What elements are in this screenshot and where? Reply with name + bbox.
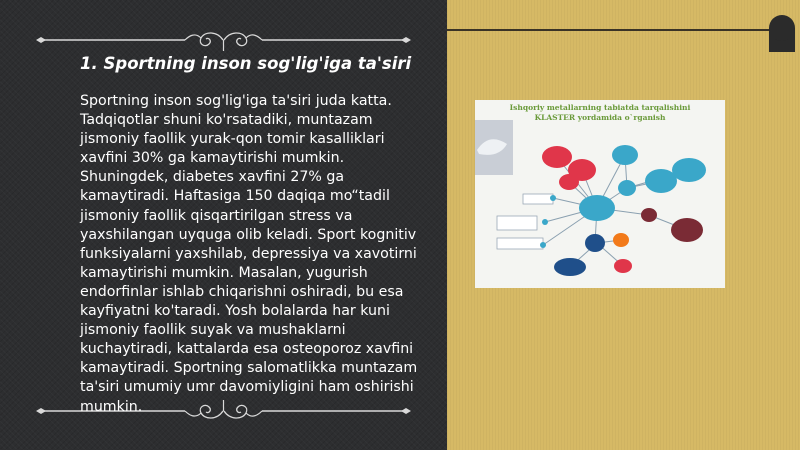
top-ornament-divider [0,27,447,57]
corner-curl-icon [769,15,795,41]
cluster-caption-line2: KLASTER yordamida o`rganish [534,113,666,122]
cluster-diagram-image [475,100,725,288]
cluster-caption-line1: Ishqoriy metallarning tabiatda tarqalishini [509,103,691,112]
slide-body-text: Sportning inson sog'lig'iga ta'siri juda katta. Tadqiqotlar shuni ko'rsatadiki, muntazam jismoniy faollik yurak-qon tomir kasalliklari xavfini 30% ga kamaytirishi mumkin. Shuningdek, diabetes xavfini 27% ga kamaytiradi. Haftasiga 150 daqiqa mo“tadil jismoniy faollik qisqartirilgan stress va yaxshilangan uyquga olib keladi. Sport kognitiv funksiyalarni yaxshilab, depressiya va xavotirni kamaytirishi mumkin. Masalan, yugurish endorfinlar ishlab chiqarishni oshiradi, bu esa kayfiyatni ko'taradi. Yosh bolalarda har kuni jismoniy faollik suyak va mushaklarni kuchaytiradi, kattalarda esa osteoporoz xavfini kamaytiradi. Sportning salomatlikka muntazam ta'siri umumiy umr davomiyligini ham oshirishi mumkin. [80,93,418,415]
top-rule-line [447,29,769,31]
slide-title: 1. Sportning inson sog'lig'iga ta'siri [80,54,412,73]
